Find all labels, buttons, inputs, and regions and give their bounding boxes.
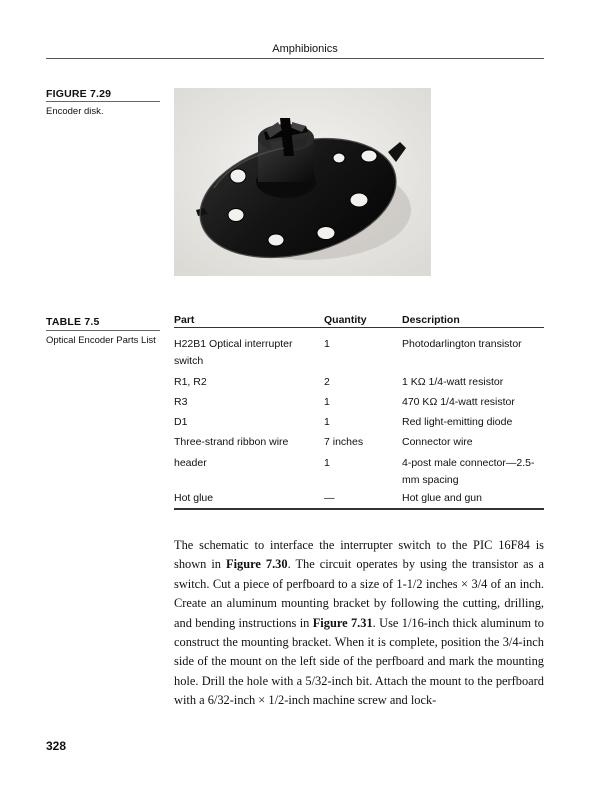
parts-table	[174, 312, 544, 504]
header-part: Part	[174, 314, 195, 326]
table-bottom-rule	[174, 508, 544, 510]
figure-reference: Figure 7.30	[226, 557, 288, 572]
cell-part: header	[174, 457, 207, 469]
body-text-segment: The schematic to interface the interrupter switch to the PIC 16F84 is shown in	[174, 538, 544, 572]
encoder-disk-illustration	[174, 88, 431, 276]
body-paragraph	[174, 536, 544, 711]
cell-description: Photodarlington transistor	[402, 338, 522, 350]
table-caption: Optical Encoder Parts List	[46, 335, 156, 346]
table-label-rule	[46, 330, 160, 331]
running-head: Amphibionics	[272, 43, 338, 55]
cell-quantity: 1	[324, 416, 330, 428]
cell-quantity: 1	[324, 396, 330, 408]
cell-quantity: 7 inches	[324, 436, 364, 448]
cell-quantity: —	[324, 492, 335, 504]
header-description: Description	[402, 314, 460, 326]
figure-label: FIGURE 7.29	[46, 88, 112, 100]
cell-part: H22B1 Optical interrupter switch	[174, 338, 293, 367]
cell-description: Hot glue and gun	[402, 492, 482, 504]
body-text-segment: . Use 1/16-inch thick aluminum to construct the mounting bracket. When it is complete, position the 3/4-inch side of the mount on the left side of the perfboard and mark the mounting hole. Drill the hole with a 5/32-inch bit. Attach the mount to the perfboard with a 6/32-inch × 1/2-inch machine screw and lock-	[174, 615, 544, 708]
cell-part: Three-strand ribbon wire	[174, 436, 289, 448]
figure-caption: Encoder disk.	[46, 106, 104, 117]
cell-part: R3	[174, 396, 188, 408]
cell-description: Red light-emitting diode	[402, 416, 513, 428]
cell-quantity: 1	[324, 338, 330, 350]
encoder-disk-photo	[174, 88, 431, 276]
body-text-segment: . The circuit operates by using the transistor as a switch. Cut a piece of perfboard to a size of 1-1/2 inches × 3/4 of an inch. Create an aluminum mounting bracket by following the cutting, drilling, and bending instructions in	[174, 557, 544, 630]
cell-part: Hot glue	[174, 492, 214, 504]
cell-description: 4-post male connector—2.5-mm spacing	[402, 457, 535, 486]
page-number: 328	[46, 739, 67, 753]
cell-part: D1	[174, 416, 188, 428]
cell-quantity: 2	[324, 376, 330, 388]
header-quantity: Quantity	[324, 314, 367, 326]
cell-quantity: 1	[324, 457, 330, 469]
cell-description: 1 KΩ 1/4-watt resistor	[402, 376, 504, 388]
figure-label-rule	[46, 101, 160, 102]
header-rule	[46, 58, 544, 59]
cell-part: R1, R2	[174, 376, 207, 388]
cell-description: 470 KΩ 1/4-watt resistor	[402, 396, 515, 408]
figure-reference: Figure 7.31	[312, 615, 373, 630]
cell-description: Connector wire	[402, 436, 473, 448]
table-label: TABLE 7.5	[46, 316, 100, 328]
table-header-rule	[174, 327, 544, 328]
